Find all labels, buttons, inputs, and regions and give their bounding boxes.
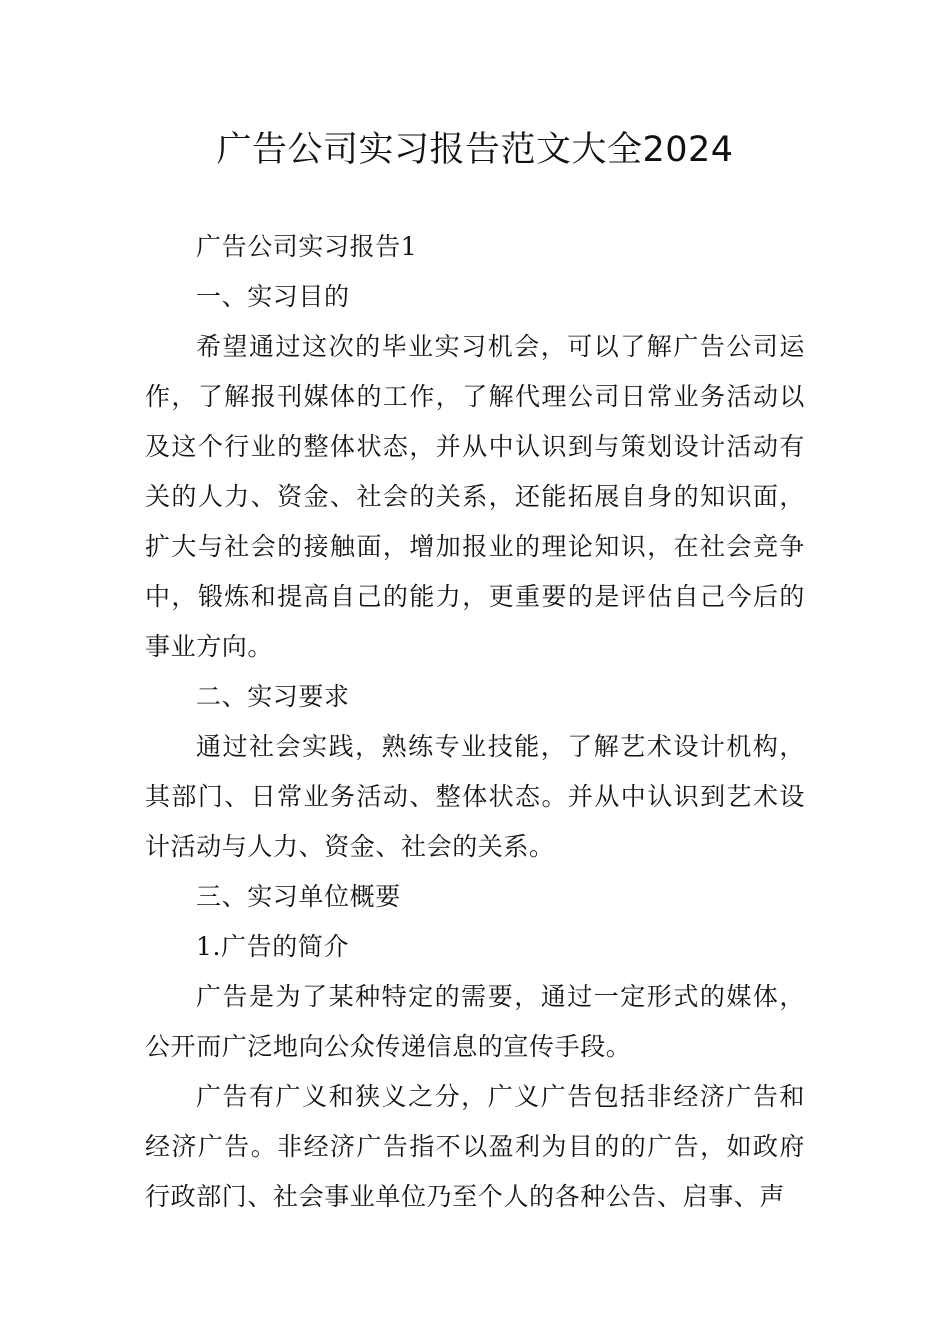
paragraph-requirements: 通过社会实践，熟练专业技能，了解艺术设计机构，其部门、日常业务活动、整体状态。并从中认识到艺术设计活动与人力、资金、社会的关系。 <box>145 732 805 861</box>
paragraph-purpose: 希望通过这次的毕业实习机会，可以了解广告公司运作，了解报刊媒体的工作，了解代理公司日常业务活动以及这个行业的整体状态，并从中认识到与策划设计活动有关的人力、资金、社会的关系，还能拓展自身的知识面，扩大与社会的接触面，增加报业的理论知识，在社会竞争中，锻炼和提高自己的能力，更重要的是评估自己今后的事业方向。 <box>145 332 805 661</box>
section-heading-report-1: 广告公司实习报告1 <box>196 232 418 261</box>
subheading-ad-intro: 1.广告的简介 <box>196 932 350 961</box>
document-body <box>145 222 805 1222</box>
document-title: 广告公司实习报告范文大全2024 <box>216 130 734 170</box>
paragraph-ad-definition: 广告是为了某种特定的需要，通过一定形式的媒体，公开而广泛地向公众传递信息的宣传手段。 <box>145 982 805 1061</box>
section-heading-overview: 三、实习单位概要 <box>196 882 401 911</box>
section-heading-purpose: 一、实习目的 <box>196 282 350 311</box>
paragraph-ad-types: 广告有广义和狭义之分，广义广告包括非经济广告和经济广告。非经济广告指不以盈利为目的的广告，如政府行政部门、社会事业单位乃至个人的各种公告、启事、声 <box>145 1082 805 1211</box>
section-heading-requirements: 二、实习要求 <box>196 682 350 711</box>
